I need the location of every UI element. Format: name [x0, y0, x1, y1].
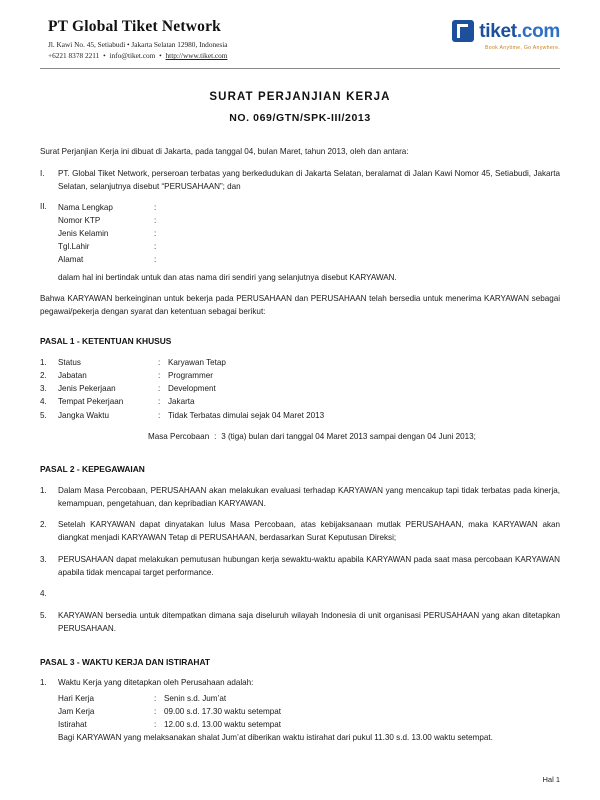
- field-label: Jenis Kelamin: [58, 229, 109, 239]
- item-number: 3.: [40, 554, 47, 564]
- field-nomor-ktp: [58, 214, 560, 227]
- schedule-value: Senin s.d. Jum’at: [164, 693, 227, 703]
- pasal-2-item-2: [40, 519, 560, 545]
- letterhead-left: [40, 18, 227, 62]
- agreement-paragraph: Bahwa KARYAWAN berkeinginan untuk bekerja pada PERUSAHAAN dan PERUSAHAAN telah bersedia untuk menerima KARYAWAN sebagai pegawai/pekerja dengan syarat dan ketentuan sebagai berikut:: [40, 294, 560, 317]
- document-body: [40, 146, 560, 745]
- item-label: Jenis Pekerjaan: [58, 384, 116, 394]
- party-1-text: PT. Global Tiket Network, perseroan terbatas yang berkedudukan di Jakarta Selatan, beralamat di Jalan Kawi Nomor 45, Setiabudi, Jakarta Selatan, selanjutnya disebut “PERUSAHAAN”; dan: [58, 169, 560, 192]
- probation-label: Masa Percobaan: [148, 431, 210, 441]
- field-label: Nama Lengkap: [58, 202, 113, 212]
- pasal-3-list: [40, 677, 560, 745]
- probation-row: [148, 431, 560, 444]
- logo-text-dotcom: .com: [516, 20, 560, 42]
- pasal-3-intro: Waktu Kerja yang ditetapkan oleh Perusahaan adalah:: [58, 678, 254, 688]
- item-colon: :: [158, 397, 161, 407]
- item-colon: :: [158, 371, 161, 381]
- schedule-value: 09.00 s.d. 17.30 waktu setempat: [164, 706, 281, 716]
- pasal-3-heading: PASAL 3 - WAKTU KERJA DAN ISTIRAHAT: [40, 656, 210, 667]
- party-item-1: [40, 168, 560, 194]
- field-colon: :: [154, 242, 157, 252]
- schedule-colon: :: [154, 720, 157, 730]
- field-label: Tgl.Lahir: [58, 242, 90, 252]
- item-value: Development: [168, 384, 216, 394]
- pasal-2-item-4: [40, 588, 560, 601]
- item-number: 2.: [40, 520, 47, 530]
- pasal-2-list: [40, 485, 560, 636]
- page-number: Hal 1: [542, 775, 560, 784]
- contact-sep-1: •: [101, 51, 108, 61]
- item-number: 2.: [40, 371, 47, 381]
- item-colon: :: [158, 410, 161, 420]
- schedule-istirahat: [58, 718, 560, 731]
- pasal-1-heading: PASAL 1 - KETENTUAN KHUSUS: [40, 335, 172, 346]
- field-value[interactable]: [164, 227, 560, 240]
- schedule-colon: :: [154, 693, 157, 703]
- pasal-1-item-jabatan: [40, 369, 560, 382]
- item-value: Tidak Terbatas dimulai sejak 04 Maret 2013: [168, 410, 325, 420]
- item-value: Jakarta: [168, 397, 195, 407]
- field-jenis-kelamin: [58, 227, 560, 240]
- pasal-1-item-status: [40, 356, 560, 369]
- company-email: info@tiket.com: [109, 51, 156, 61]
- item-label: Status: [58, 358, 81, 368]
- item-colon: :: [158, 384, 161, 394]
- pasal-2-heading: PASAL 2 - KEPEGAWAIAN: [40, 464, 145, 475]
- work-schedule-list: [58, 692, 560, 731]
- field-value[interactable]: [164, 214, 560, 227]
- schedule-jam-kerja: [58, 705, 560, 718]
- item-text: [58, 588, 560, 601]
- pasal-3-item-content: [58, 677, 560, 745]
- item-label: Jangka Waktu: [58, 410, 109, 420]
- item-colon: :: [158, 358, 161, 368]
- schedule-label: Jam Kerja: [58, 706, 95, 716]
- pasal-2-item-1: [40, 485, 560, 511]
- item-text: Dalam Masa Percobaan, PERUSAHAAN akan melakukan evaluasi terhadap KARYAWAN yang mencakup tapi tidak terbatas pada kinerja, kemampuan, pengetahuan, dan kepribadian KARYAWAN.: [58, 485, 560, 508]
- pasal-1-list: [40, 356, 560, 422]
- field-colon: :: [154, 202, 157, 212]
- letterhead: [40, 18, 560, 62]
- pasal-1-item-jenis-pekerjaan: [40, 382, 560, 395]
- party-2-marker: II.: [40, 201, 47, 211]
- probation-colon: :: [214, 431, 217, 441]
- field-nama-lengkap: [58, 201, 560, 214]
- party-2-content: [58, 201, 560, 285]
- logo-text-main: tiket: [479, 20, 517, 42]
- item-number: 1.: [40, 678, 47, 688]
- item-number: 4.: [40, 397, 47, 407]
- tiket-logo-icon: [452, 20, 474, 42]
- field-tgl-lahir: [58, 240, 560, 253]
- logo-tagline: Book Anytime, Go Anywhere.: [485, 45, 560, 51]
- item-number: 5.: [40, 611, 47, 621]
- item-value: Karyawan Tetap: [168, 358, 226, 368]
- party-2-fields: [58, 201, 560, 267]
- field-colon: :: [154, 216, 157, 226]
- item-label: Tempat Pekerjaan: [58, 397, 124, 407]
- party-2-closing: dalam hal ini bertindak untuk dan atas nama diri sendiri yang selanjutnya disebut KARYAWAN.: [58, 273, 397, 283]
- intro-opening: Surat Perjanjian Kerja ini dibuat di Jakarta, pada tanggal 04, bulan Maret, tahun 2013, oleh dan antara:: [40, 146, 409, 156]
- item-number: 3.: [40, 384, 47, 394]
- document-number: NO. 069/GTN/SPK-III/2013: [229, 111, 371, 124]
- schedule-hari-kerja: [58, 692, 560, 705]
- field-colon: :: [154, 255, 157, 265]
- schedule-colon: :: [154, 706, 157, 716]
- company-address: [48, 39, 227, 62]
- pasal-1-item-jangka-waktu: [40, 409, 560, 422]
- item-number: 4.: [40, 589, 47, 599]
- field-alamat: [58, 253, 560, 266]
- item-value: Programmer: [168, 371, 213, 381]
- item-text: PERUSAHAAN dapat melakukan pemutusan hubungan kerja sewaktu-waktu apabila KARYAWAN pada saat masa percobaan KARYAWAN apabila tidak mencapai target performance.: [58, 554, 560, 577]
- company-phone: +6221 8378 2211: [48, 51, 100, 61]
- pasal-2-item-3: [40, 554, 560, 580]
- item-number: 1.: [40, 358, 47, 368]
- company-address-line: Jl. Kawi No. 45, Setiabudi • Jakarta Selatan 12980, Indonesia: [48, 40, 228, 49]
- page-title: SURAT PERJANJIAN KERJA: [209, 90, 391, 103]
- field-value[interactable]: [164, 240, 560, 253]
- company-contact-line: [48, 50, 227, 61]
- field-value[interactable]: [164, 253, 560, 266]
- probation-value: 3 (tiga) bulan dari tanggal 04 Maret 2013 sampai dengan 04 Juni 2013;: [221, 431, 476, 441]
- pasal-3-note: Bagi KARYAWAN yang melaksanakan shalat Jum’at diberikan waktu istirahat dari pukul 11.30 s.d. 13.00 waktu setempat.: [58, 733, 493, 743]
- item-label: Jabatan: [58, 371, 87, 381]
- pasal-1-item-tempat-pekerjaan: [40, 395, 560, 408]
- field-value[interactable]: [164, 201, 560, 214]
- schedule-label: Hari Kerja: [58, 693, 94, 703]
- letterhead-divider: [40, 68, 560, 69]
- schedule-value: 12.00 s.d. 13.00 waktu setempat: [164, 720, 281, 730]
- company-name: PT Global Tiket Network: [48, 18, 221, 35]
- parties-list: [40, 168, 560, 285]
- item-text: Setelah KARYAWAN dapat dinyatakan lulus Masa Percobaan, atas kebijaksanaan mutlak PERUSAHAAN, maka KARYAWAN akan diangkat menjadi KARYAWAN Tetap di PERUSAHAAN, berdasarkan Surat Keputusan Direksi;: [58, 520, 560, 543]
- logo-wordmark: [479, 22, 560, 41]
- item-text: KARYAWAN bersedia untuk ditempatkan dimana saja diseluruh wilayah Indonesia di unit organisasi PERUSAHAAN yang akan ditetapkan PERUSAHAAN.: [58, 611, 560, 633]
- brand-logo: [452, 20, 560, 51]
- pasal-2-item-5: [40, 610, 560, 636]
- item-number: 5.: [40, 410, 47, 420]
- letterhead-right: [452, 18, 560, 51]
- contact-sep-2: •: [157, 51, 164, 61]
- schedule-label: Istirahat: [58, 720, 87, 730]
- pasal-3-item-1: [40, 677, 560, 745]
- field-label: Alamat: [58, 255, 84, 265]
- item-number: 1.: [40, 485, 47, 495]
- field-label: Nomor KTP: [58, 216, 101, 226]
- logo-lockup: [452, 20, 560, 42]
- party-item-2: [40, 201, 560, 285]
- company-website-link[interactable]: http://www.tiket.com: [165, 51, 228, 61]
- field-colon: :: [154, 229, 157, 239]
- party-1-marker: I.: [40, 169, 45, 179]
